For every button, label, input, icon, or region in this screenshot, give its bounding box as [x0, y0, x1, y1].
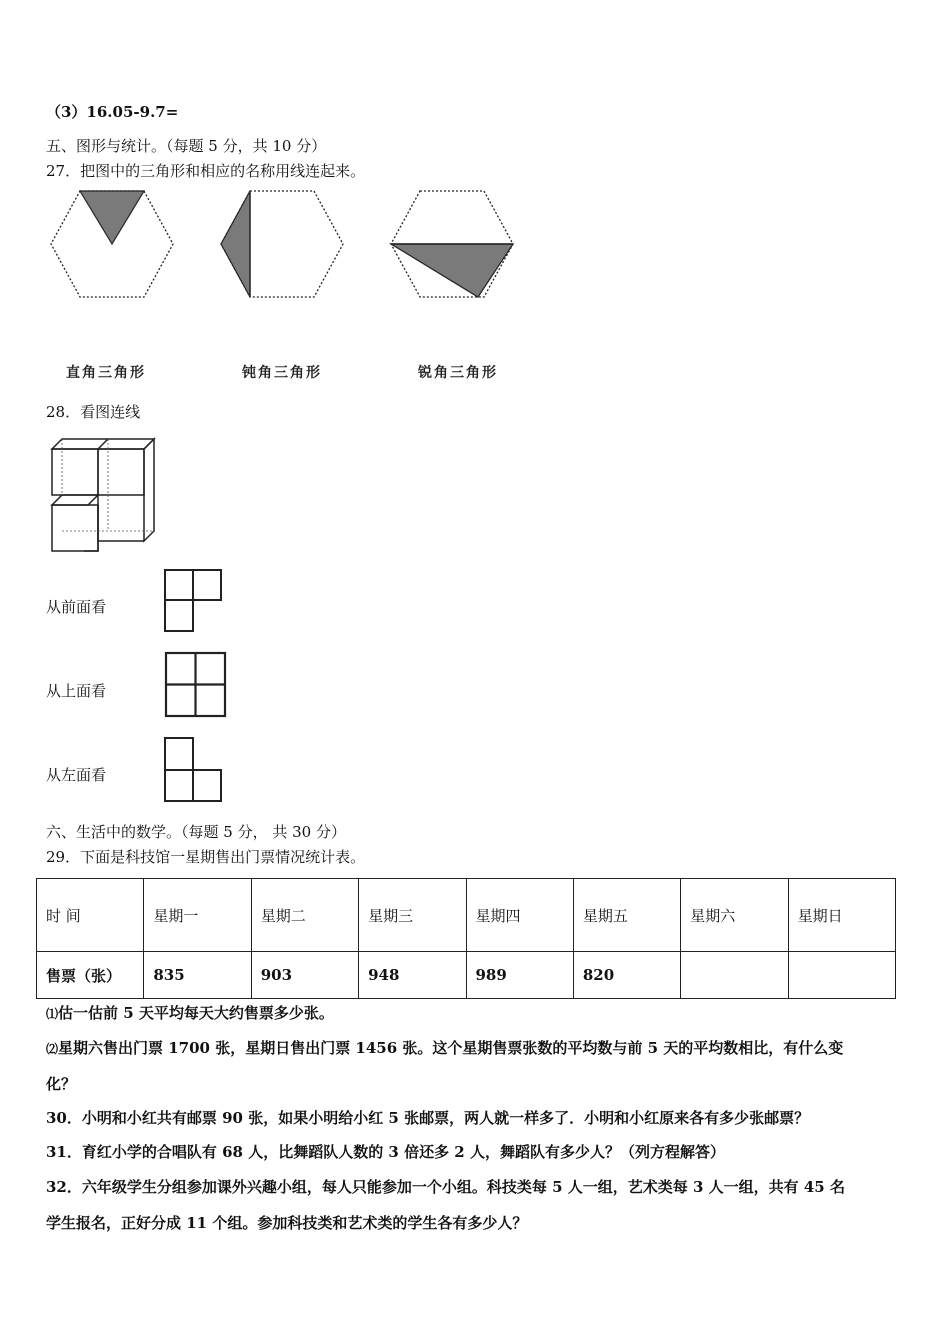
label-top-view: 从上面看 — [46, 682, 107, 700]
table-header-row — [37, 879, 896, 952]
question-29: 29．下面是科技馆一星期售出门票情况统计表。 — [46, 848, 366, 866]
header-tuesday: 星期二 — [251, 879, 358, 952]
question-30: 30．小明和小红共有邮票 90 张，如果小明给小红 5 张邮票，两人就一样多了．小明和小红原来各有多少张邮票？ — [46, 1109, 810, 1127]
header-wednesday: 星期三 — [359, 879, 466, 952]
hexagon-acute-triangle-figure — [388, 188, 518, 300]
header-time: 时 间 — [37, 879, 144, 952]
front-view-grid — [163, 568, 225, 634]
value-tuesday: 903 — [251, 952, 358, 999]
left-view-grid — [163, 736, 225, 804]
label-left-view: 从左面看 — [46, 766, 107, 784]
label-front-view: 从前面看 — [46, 598, 107, 616]
top-view-grid — [164, 651, 228, 719]
part-1-text: 估一估前 5 天平均每天大约售票多少张。 — [58, 1004, 334, 1022]
header-monday: 星期一 — [144, 879, 251, 952]
hexagon-right-triangle-figure — [48, 188, 178, 300]
question-31: 31．育红小学的合唱队有 68 人，比舞蹈队人数的 3 倍还多 2 人，舞蹈队有多少人？（列方程解答） — [46, 1143, 725, 1161]
question-28: 28．看图连线 — [46, 403, 141, 421]
label-acute-triangle: 锐角三角形 — [418, 365, 498, 381]
value-saturday — [681, 952, 788, 999]
label-obtuse-triangle: 钝角三角形 — [242, 365, 322, 381]
question-32-continued: 学生报名，正好分成 11 个组。参加科技类和艺术类的学生各有多少人？ — [46, 1214, 528, 1232]
question-29-part-2 — [46, 1038, 843, 1059]
value-sunday — [788, 952, 895, 999]
label-right-triangle: 直角三角形 — [66, 365, 146, 381]
question-3-expression: （3）16.05-9.7= — [46, 103, 179, 121]
section-6-heading: 六、生活中的数学。（每题 5 分， 共 30 分） — [46, 823, 346, 841]
value-thursday: 989 — [466, 952, 573, 999]
question-29-part-1 — [46, 1003, 334, 1024]
section-5-heading: 五、图形与统计。（每题 5 分，共 10 分） — [46, 137, 327, 155]
header-saturday: 星期六 — [681, 879, 788, 952]
question-32: 32．六年级学生分组参加课外兴趣小组，每人只能参加一个小组。科技类每 5 人一组，艺术类每 3 人一组，共有 45 名 — [46, 1178, 845, 1196]
question-29-part-2-continued: 化？ — [46, 1075, 77, 1093]
header-thursday: 星期四 — [466, 879, 573, 952]
table-row — [37, 952, 896, 999]
hexagon-obtuse-triangle-figure — [218, 188, 348, 300]
value-wednesday: 948 — [359, 952, 466, 999]
value-friday: 820 — [573, 952, 680, 999]
question-27: 27．把图中的三角形和相应的名称用线连起来。 — [46, 162, 366, 180]
value-monday: 835 — [144, 952, 251, 999]
part-1-marker: ⑴ — [46, 1007, 59, 1021]
row-label-tickets: 售票（张） — [37, 952, 144, 999]
part-2-marker: ⑵ — [46, 1042, 59, 1056]
header-sunday: 星期日 — [788, 879, 895, 952]
cube-solid-figure — [44, 436, 160, 554]
ticket-sales-table — [36, 878, 896, 999]
part-2-text: 星期六售出门票 1700 张，星期日售出门票 1456 张。这个星期售票张数的平均数与前 5 天的平均数相比，有什么变 — [58, 1039, 844, 1057]
header-friday: 星期五 — [573, 879, 680, 952]
